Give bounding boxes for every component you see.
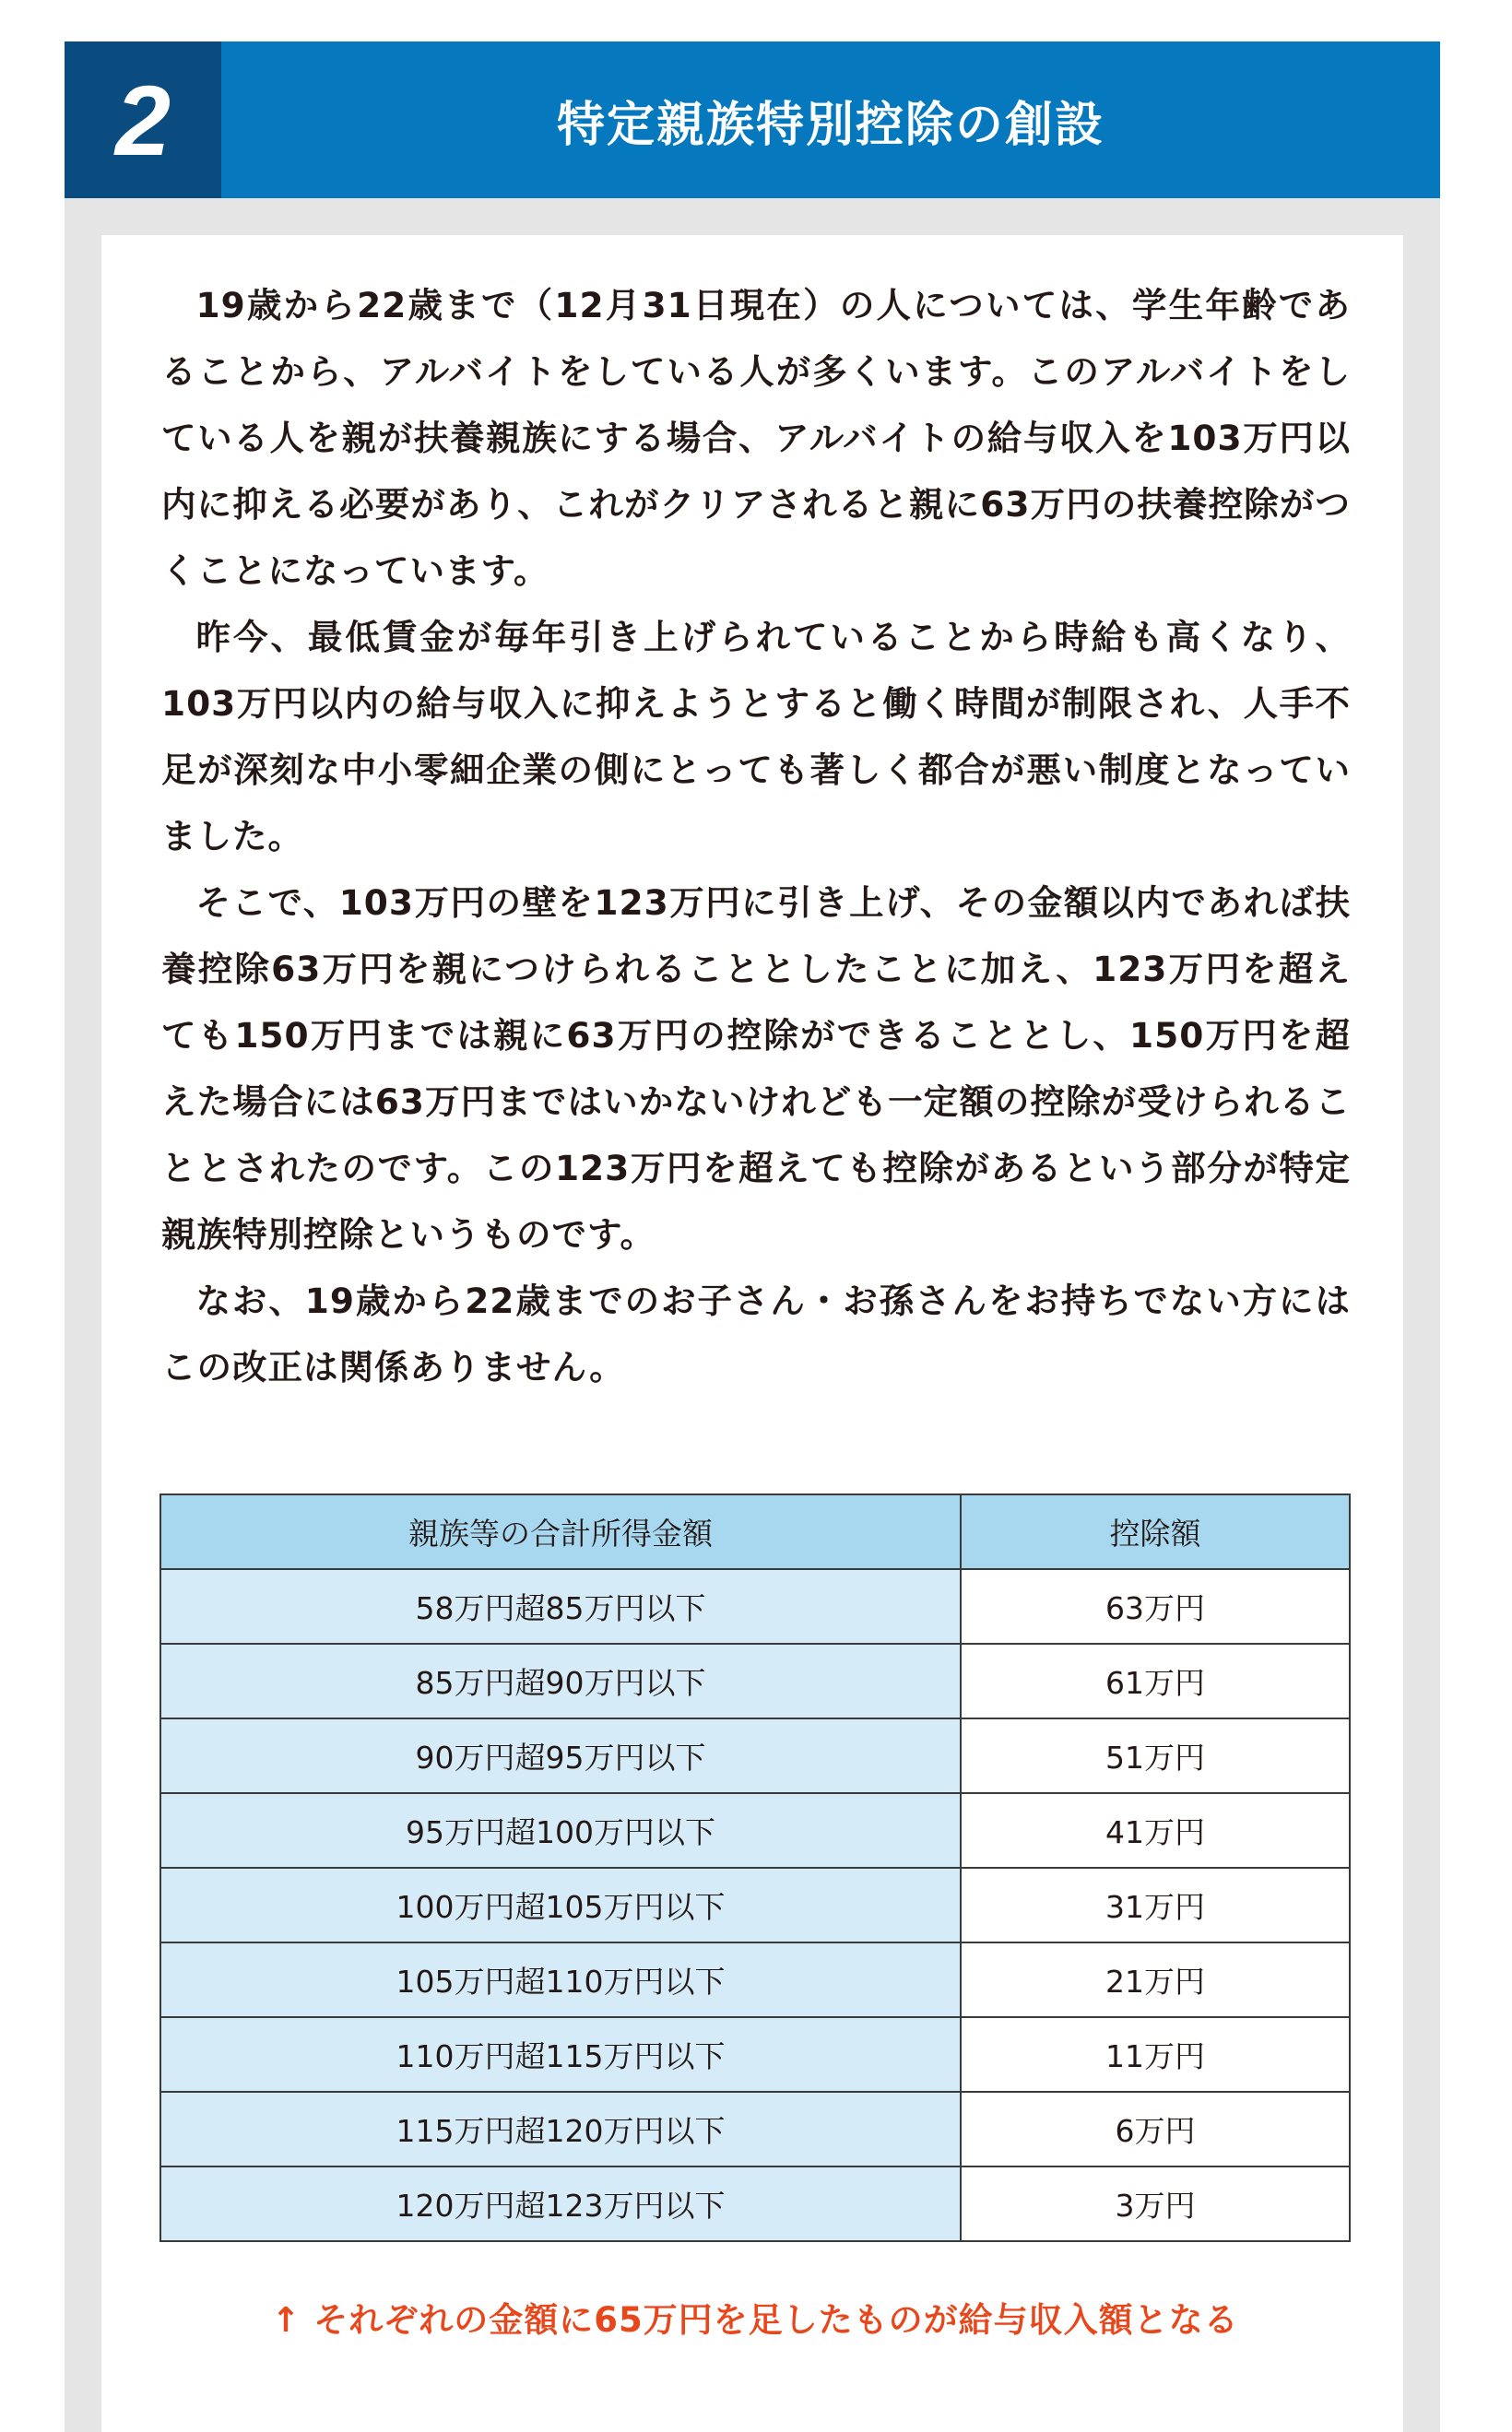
deduction-amount-cell: 41万円 <box>961 1793 1350 1868</box>
income-range-cell: 90万円超95万円以下 <box>160 1718 961 1793</box>
body-text <box>161 272 1351 1400</box>
table-row <box>160 1868 1350 1942</box>
income-range-cell: 58万円超85万円以下 <box>160 1569 961 1644</box>
deduction-table <box>159 1493 1351 2242</box>
paragraph: なお、19歳から22歳までのお子さん・お孫さんをお持ちでない方にはこの改正は関係ありません。 <box>161 1281 1351 1387</box>
income-range-cell: 110万円超115万円以下 <box>160 2017 961 2092</box>
deduction-amount-cell: 6万円 <box>961 2092 1350 2166</box>
deduction-amount-cell: 11万円 <box>961 2017 1350 2092</box>
income-range-cell: 105万円超110万円以下 <box>160 1942 961 2017</box>
section-number: 2 <box>65 41 221 198</box>
paragraph: 昨今、最低賃金が毎年引き上げられていることから時給も高くなり、103万円以内の給与収入に抑えようとすると働く時間が制限され、人手不足が深刻な中小零細企業の側にとっても著しく都合が悪い制度となっていました。 <box>161 617 1351 856</box>
header-deduction: 控除額 <box>961 1494 1350 1569</box>
table-row <box>160 1793 1350 1868</box>
deduction-amount-cell: 3万円 <box>961 2166 1350 2241</box>
paragraph: 19歳から22歳まで（12月31日現在）の人については、学生年齢であることから、アルバイトをしている人が多くいます。このアルバイトをしている人を親が扶養親族にする場合、アルバイトの給与収入を103万円以内に抑える必要があり、これがクリアされると親に63万円の扶養控除がつくことになっています。 <box>161 285 1351 591</box>
table-row <box>160 1644 1350 1718</box>
deduction-amount-cell: 31万円 <box>961 1868 1350 1942</box>
deduction-amount-cell: 51万円 <box>961 1718 1350 1793</box>
header-income: 親族等の合計所得金額 <box>160 1494 961 1569</box>
deduction-amount-cell: 21万円 <box>961 1942 1350 2017</box>
income-range-cell: 115万円超120万円以下 <box>160 2092 961 2166</box>
table-row <box>160 1718 1350 1793</box>
table-header-row <box>160 1494 1350 1569</box>
paragraph: そこで、103万円の壁を123万円に引き上げ、その金額以内であれば扶養控除63万円を親につけられることとしたことに加え、123万円を超えても150万円までは親に63万円の控除ができることとし、150万円を超えた場合には63万円まではいかないけれども一定額の控除が受けられることとされたのです。この123万円を超えても控除があるという部分が特定親族特別控除というものです。 <box>161 882 1351 1255</box>
deduction-amount-cell: 63万円 <box>961 1569 1350 1644</box>
deduction-amount-cell: 61万円 <box>961 1644 1350 1718</box>
table-row <box>160 1569 1350 1644</box>
income-range-cell: 85万円超90万円以下 <box>160 1644 961 1718</box>
section-header <box>65 41 1440 198</box>
table-row <box>160 2166 1350 2241</box>
income-range-cell: 95万円超100万円以下 <box>160 1793 961 1868</box>
table-row <box>160 1942 1350 2017</box>
table-row <box>160 2092 1350 2166</box>
table-footnote: ↑ それぞれの金額に65万円を足したものが給与収入額となる <box>271 2300 1239 2340</box>
income-range-cell: 100万円超105万円以下 <box>160 1868 961 1942</box>
income-range-cell: 120万円超123万円以下 <box>160 2166 961 2241</box>
table-row <box>160 2017 1350 2092</box>
section-title: 特定親族特別控除の創設 <box>556 97 1104 153</box>
